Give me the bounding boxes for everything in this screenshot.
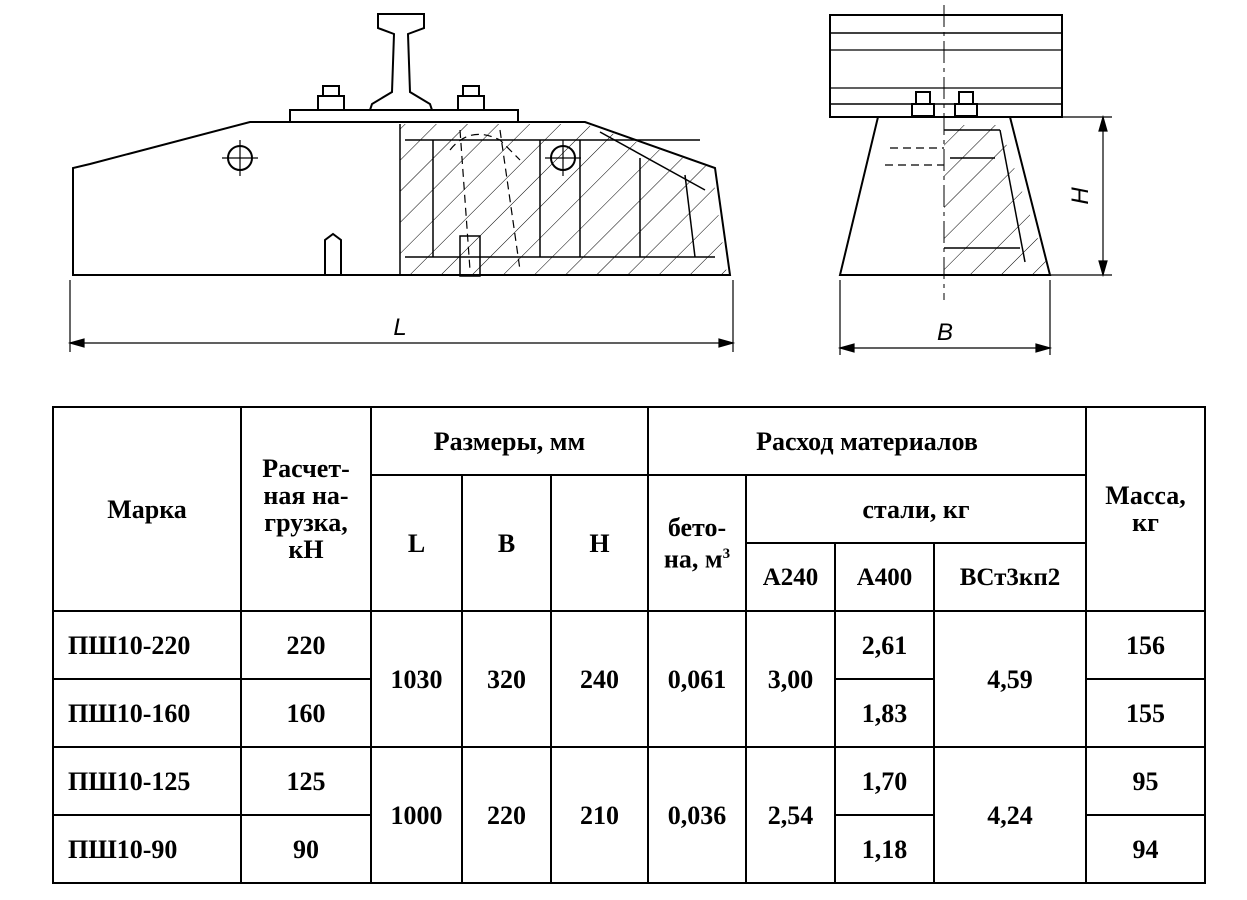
header-load [241,407,371,611]
group-a240: 3,00 [746,611,835,747]
group-vst: 4,59 [934,611,1086,747]
row-mark: ПШ10-90 [53,815,241,883]
header-dimensions: Размеры, мм [371,407,648,475]
header-concrete-sup: 3 [722,545,731,562]
row-mass: 95 [1086,747,1205,815]
row-mass: 94 [1086,815,1205,883]
dim-H-label: H [1067,187,1094,205]
header-a240: А240 [746,543,835,611]
group-a240: 2,54 [746,747,835,883]
header-concrete-line1: бето- [667,512,727,542]
base-plate [290,110,518,122]
group-concrete: 0,036 [648,747,746,883]
row-a400: 1,70 [835,747,934,815]
header-B: B [462,475,551,611]
dim-B-label: B [936,319,954,346]
header-load-line4: кН [288,535,324,564]
row-a400: 2,61 [835,611,934,679]
header-load-line1: Расчет- [262,454,350,483]
header-mass-line2: кг [1132,508,1159,537]
group-B: 220 [462,747,551,883]
group-concrete: 0,061 [648,611,746,747]
row-mass: 156 [1086,611,1205,679]
header-concrete-line2 [649,541,745,573]
row-load: 160 [241,679,371,747]
spec-table [52,406,1206,884]
group-B: 320 [462,611,551,747]
row-a400: 1,18 [835,815,934,883]
row-mark: ПШ10-160 [53,679,241,747]
group-vst: 4,24 [934,747,1086,883]
group-H: 240 [551,611,648,747]
row-mark: ПШ10-220 [53,611,241,679]
header-mass [1086,407,1205,611]
rail-profile [370,14,432,110]
row-mass: 155 [1086,679,1205,747]
header-load-line2: ная на- [263,481,349,510]
front-view [73,14,730,276]
side-view [830,5,1062,300]
row-load: 220 [241,611,371,679]
row-a400: 1,83 [835,679,934,747]
table-row [53,611,1205,679]
group-L: 1030 [371,611,462,747]
header-mark: Марка [53,407,241,611]
header-materials: Расход материалов [648,407,1086,475]
row-load: 90 [241,815,371,883]
header-concrete [648,475,746,611]
header-a400: А400 [835,543,934,611]
row-load: 125 [241,747,371,815]
header-L: L [371,475,462,611]
header-H: H [551,475,648,611]
group-H: 210 [551,747,648,883]
header-concrete-text: на, м [663,544,723,574]
row-mark: ПШ10-125 [53,747,241,815]
header-mass-line1: Масса, [1105,481,1186,510]
technical-drawing [0,0,1247,380]
group-L: 1000 [371,747,462,883]
dim-L-label: L [393,314,407,341]
header-vst: ВСт3кп2 [934,543,1086,611]
table-row [53,747,1205,815]
header-steel: стали, кг [746,475,1086,543]
header-load-line3: грузка, [264,508,348,537]
